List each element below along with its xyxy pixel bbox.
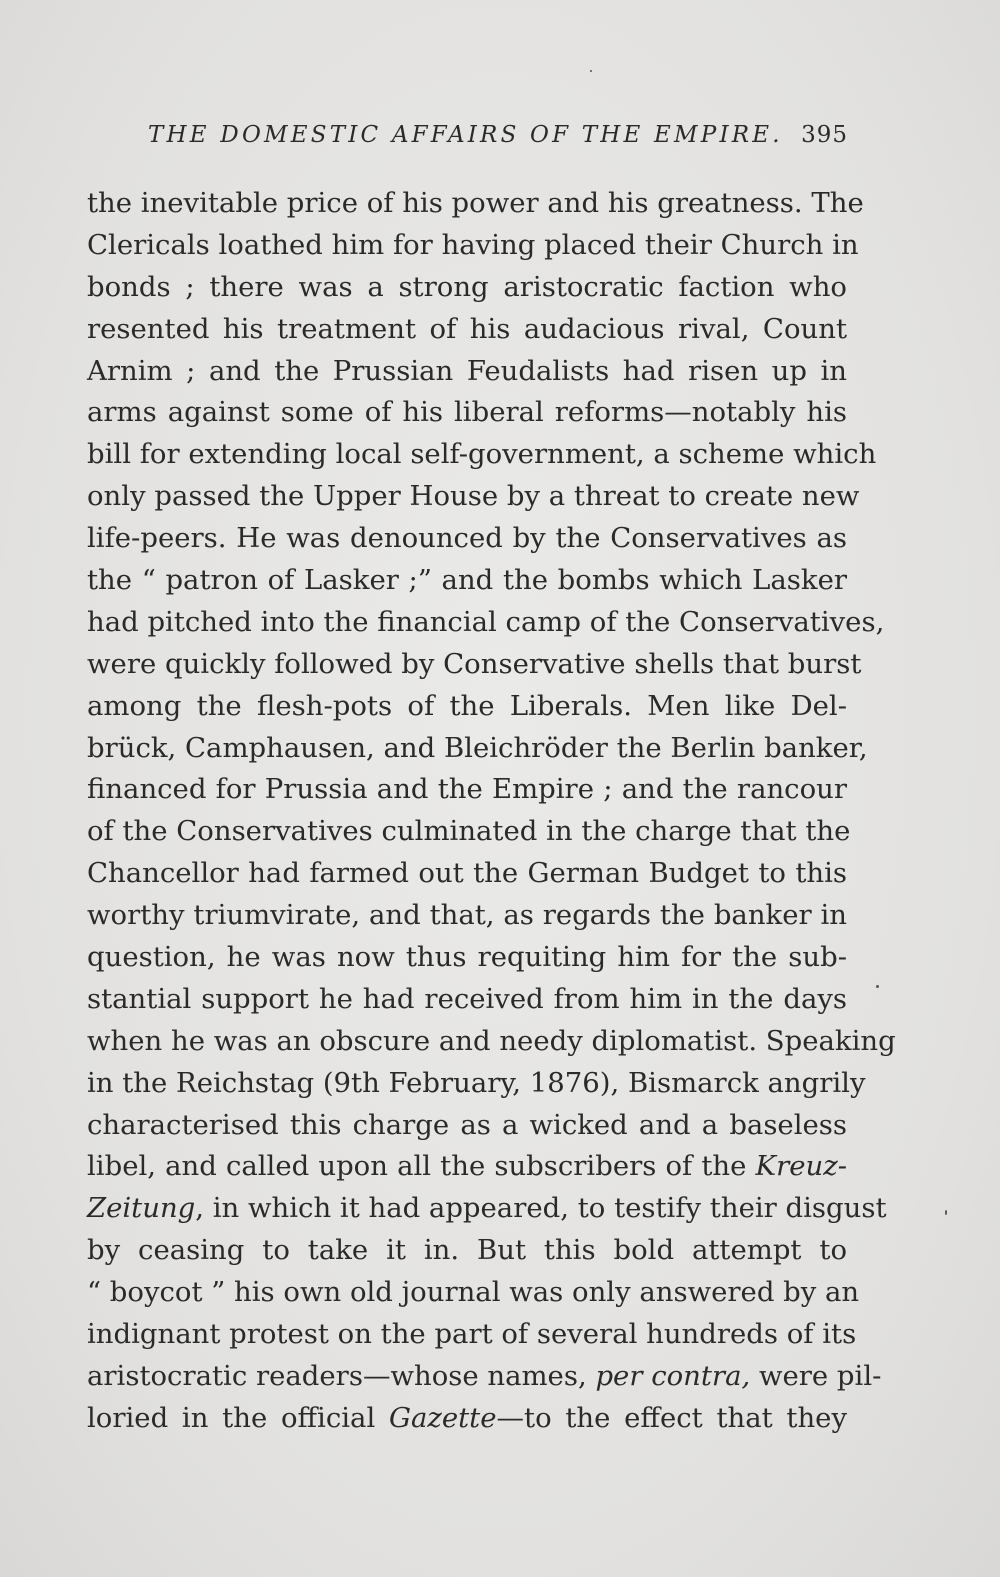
text-line: the inevitable price of his power and his greatness. The [87,187,864,219]
text-line: stantial support he had received from him in the days [87,982,847,1015]
body-text [87,183,896,1440]
text-line [87,1356,882,1398]
paper-speck [945,1210,947,1215]
text-line: Clericals loathed him for having placed their Church in [87,228,859,261]
text-run: were pil- [750,1359,882,1392]
text-line: resented his treatment of his audacious rival, Count [87,312,847,345]
text-line: question, he was now thus requiting him for the sub- [87,941,847,974]
text-line [87,1146,847,1188]
text-line: life-peers. He was denounced by the Conservatives as [87,522,847,555]
paper-speck [590,70,592,72]
text-line: “ boycot ” his own old journal was only answered by an [87,1276,860,1309]
text-line: by ceasing to take it in. But this bold attempt to [87,1234,847,1267]
text-line: of the Conservatives culminated in the charge that the [87,815,851,848]
text-run: , in which it had appeared, to testify their disgust [195,1192,887,1225]
text-line: had pitched into the financial camp of the Conservatives, [87,605,885,638]
italic-term: Kreuz- [755,1150,847,1183]
text-run: aristocratic readers—whose names, [87,1359,596,1392]
text-line [87,1188,887,1230]
italic-term: per contra, [595,1359,751,1392]
text-line: were quickly followed by Conservative shells that burst [87,647,862,680]
text-line: Arnim ; and the Prussian Feudalists had risen up in [87,354,847,387]
page-number: 395 [801,122,848,148]
text-run: libel, and called upon all the subscribers of the [87,1150,756,1183]
text-line: indignant protest on the part of several hundreds of its [87,1318,857,1351]
paper-speck [876,985,879,988]
text-line: brück, Camphausen, and Bleichröder the Berlin banker, [87,731,868,764]
italic-term: Zeitung [87,1192,196,1225]
text-line: bill for extending local self-government, a scheme which [87,438,877,471]
text-line: financed for Prussia and the Empire ; and the rancour [87,773,847,806]
text-line: worthy triumvirate, and that, as regards the banker in [87,899,847,932]
text-line: Chancellor had farmed out the German Budget to this [87,857,847,890]
text-line: only passed the Upper House by a threat to create new [87,480,860,513]
text-run: loried in the official [87,1401,389,1434]
text-run: —to the effect that they [496,1401,847,1434]
text-line: characterised this charge as a wicked and a baseless [87,1108,847,1141]
text-line: in the Reichstag (9th February, 1876), Bismarck angrily [87,1066,866,1099]
text-line: among the flesh-pots of the Liberals. Men like Del- [87,689,847,722]
text-line [87,1398,847,1440]
text-line: when he was an obscure and needy diplomatist. Speaking [87,1024,896,1057]
page-header [148,122,848,158]
text-line: arms against some of his liberal reforms—notably his [87,396,847,429]
text-line: bonds ; there was a strong aristocratic faction who [87,270,847,303]
text-line: the “ patron of Lasker ;” and the bombs which Lasker [87,564,847,597]
running-head: THE DOMESTIC AFFAIRS OF THE EMPIRE. [148,122,783,148]
italic-term: Gazette [389,1401,497,1434]
